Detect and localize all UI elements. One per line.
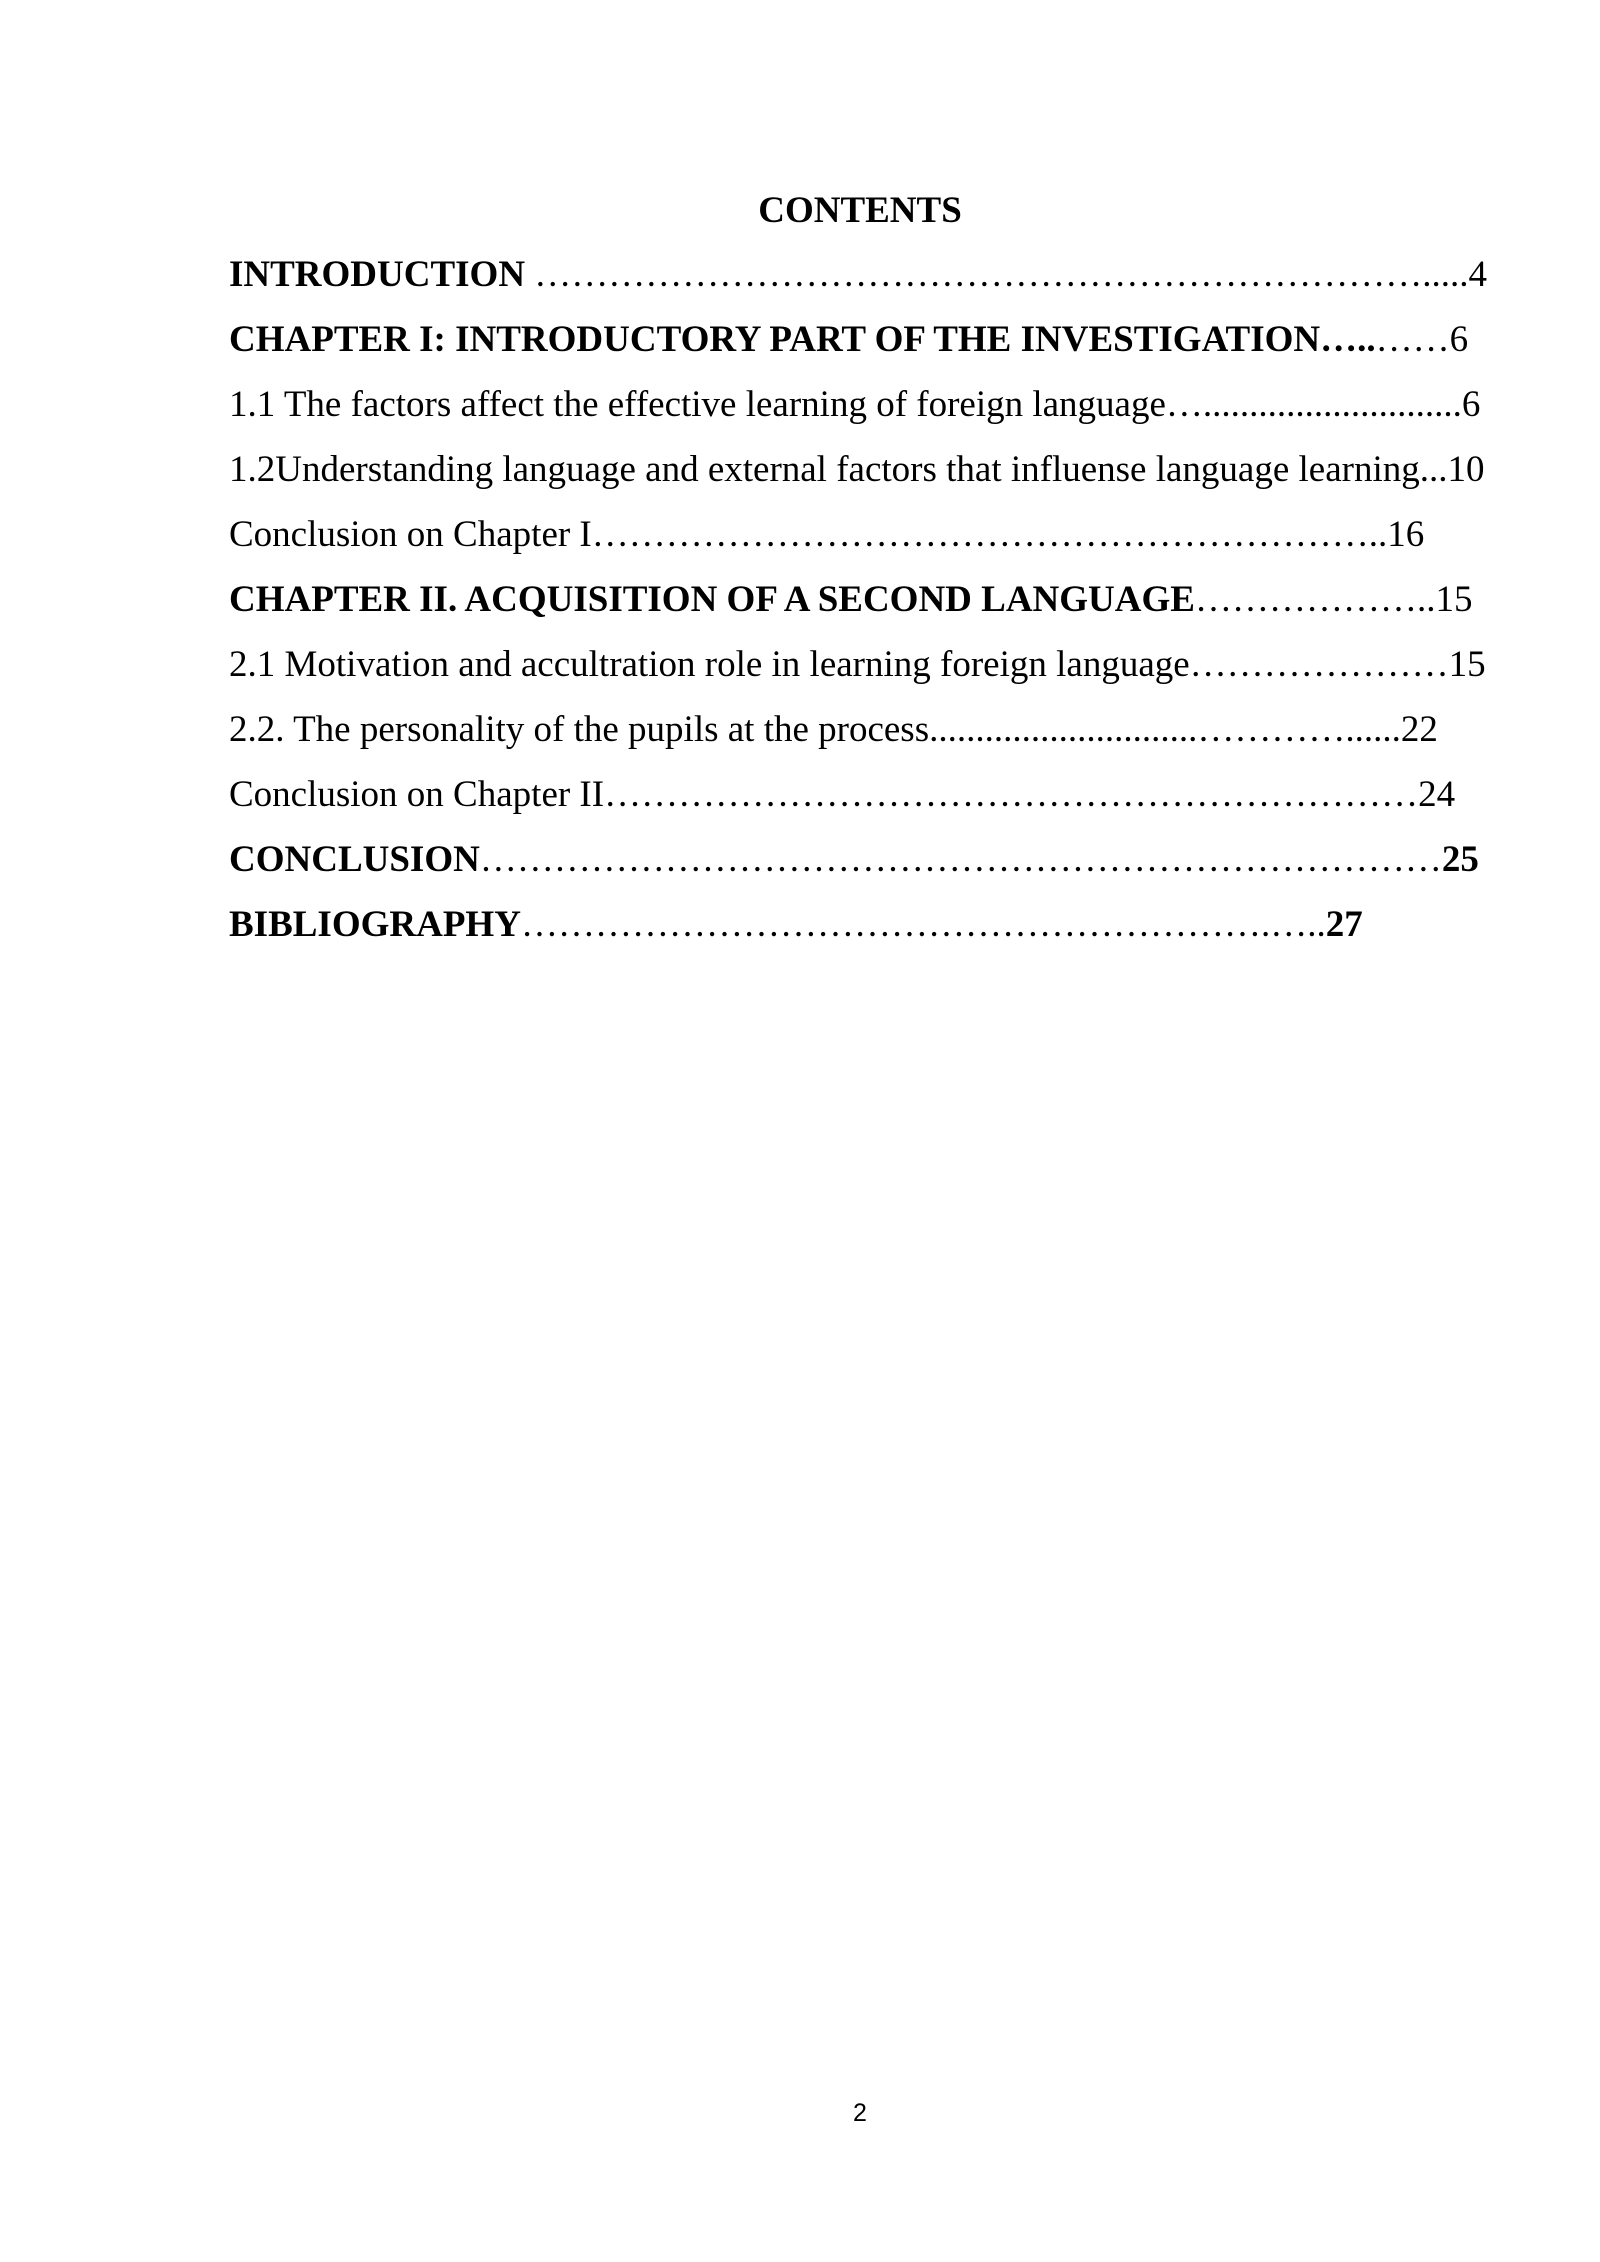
toc-entry-page: 16 xyxy=(1387,514,1425,555)
table-of-contents xyxy=(229,252,1529,967)
toc-entry-page: 27 xyxy=(1325,904,1363,945)
toc-entry-page: 15 xyxy=(1435,579,1473,620)
toc-entry-page: 6 xyxy=(1449,319,1469,360)
toc-entry-heading: Conclusion on Chapter II xyxy=(229,774,605,815)
toc-entry-heading: 1.1 The factors affect the effective learning of foreign language xyxy=(229,384,1166,425)
toc-entry-page: 25 xyxy=(1441,839,1479,880)
toc-entry-page: 4 xyxy=(1468,254,1488,295)
toc-entry-page: 22 xyxy=(1400,709,1438,750)
toc-entry-leader: ………………………………………………………… xyxy=(604,774,1419,815)
toc-entry-section-1-1 xyxy=(229,382,1529,447)
toc-entry-introduction xyxy=(229,252,1529,317)
toc-entry-heading: 2.2. The personality of the pupils at the process xyxy=(229,709,930,750)
toc-entry-section-1-2 xyxy=(229,447,1529,512)
page-number: 2 xyxy=(853,2099,867,2127)
toc-entry-leader: …………………………………………………………………… xyxy=(479,839,1442,880)
toc-entry-conclusion xyxy=(229,837,1529,902)
toc-entry-leader: ………………… xyxy=(1189,644,1449,685)
toc-entry-leader: …………………………………………………….….. xyxy=(520,904,1326,945)
toc-entry-leader: ……………………………………………………….. xyxy=(591,514,1388,555)
toc-entry-heading: BIBLIOGRAPHY xyxy=(229,904,521,945)
toc-entry-leader: …… xyxy=(1375,319,1450,360)
toc-entry-heading: CHAPTER II. ACQUISITION OF A SECOND LANGUAGE xyxy=(229,579,1195,620)
toc-entry-page: 10 xyxy=(1447,449,1485,490)
toc-entry-leader: ………………………………………………………………..... xyxy=(525,254,1469,295)
toc-entry-chapter-2 xyxy=(229,577,1529,642)
toc-entry-heading: 1.2Understanding language and external factors that influense language learning xyxy=(229,449,1420,490)
toc-entry-leader: ……………….. xyxy=(1194,579,1436,620)
toc-entry-page: 24 xyxy=(1418,774,1456,815)
toc-entry-section-2-1 xyxy=(229,642,1529,707)
toc-entry-heading: Conclusion on Chapter I xyxy=(229,514,592,555)
toc-entry-page: 6 xyxy=(1461,384,1481,425)
toc-entry-bibliography xyxy=(229,902,1529,967)
toc-entry-heading: CHAPTER I: INTRODUCTORY PART OF THE INVESTIGATION xyxy=(229,319,1321,360)
toc-entry-heading-leader: ….. xyxy=(1320,319,1376,360)
toc-title: CONTENTS xyxy=(758,190,962,231)
toc-entry-heading: INTRODUCTION xyxy=(229,254,526,295)
toc-entry-conclusion-chapter-2 xyxy=(229,772,1529,837)
toc-entry-heading: 2.1 Motivation and accultration role in learning foreign language xyxy=(229,644,1190,685)
toc-entry-leader: .............................…………...... xyxy=(929,709,1401,750)
toc-entry-leader: ... xyxy=(1419,449,1448,490)
toc-entry-conclusion-chapter-1 xyxy=(229,512,1529,577)
toc-entry-chapter-1 xyxy=(229,317,1529,382)
toc-entry-page: 15 xyxy=(1448,644,1486,685)
toc-entry-section-2-2 xyxy=(229,707,1529,772)
toc-entry-leader: …............................ xyxy=(1165,384,1462,425)
toc-entry-heading: CONCLUSION xyxy=(229,839,480,880)
